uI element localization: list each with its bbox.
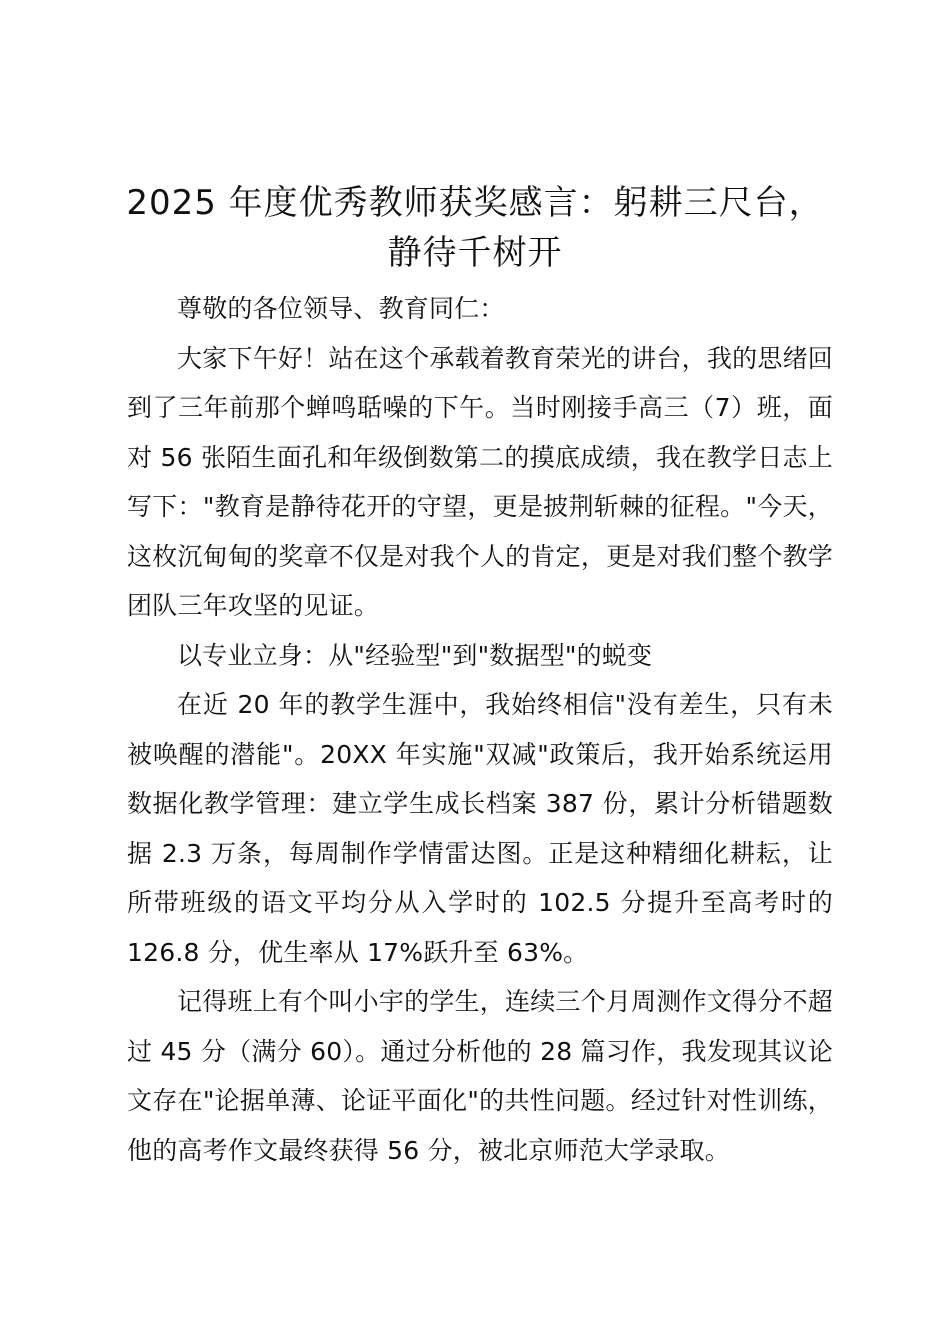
paragraph-data-teaching: 在近 20 年的教学生涯中，我始终相信"没有差生，只有未被唤醒的潜能"。20XX 年实施"双减"政策后，我开始系统运用数据化教学管理：建立学生成长档案 387 份，累计分析错题数据 2.3 万条，每周制作学情雷达图。正是这种精细化耕耘，让所带班级的语文平均分从入学时的 102.5 分提升至高考时的 126.8 分，优生率从 17%跃升至 63%。 [127,690,833,967]
paragraph-opening: 大家下午好！站在这个承载着教育荣光的讲台，我的思绪回到了三年前那个蝉鸣聒噪的下午。当时刚接手高三（7）班，面对 56 张陌生面孔和年级倒数第二的摸底成绩，我在教学日志上写下："教育是静待花开的守望，更是披荆斩棘的征程。"今天，这枚沉甸甸的奖章不仅是对我个人的肯定，更是对我们整个教学团队三年攻坚的见证。 [127,343,833,620]
document-body [127,284,833,1175]
section-heading: 以专业立身：从"经验型"到"数据型"的蜕变 [177,640,653,670]
document-title [60,178,890,278]
title-line-2: 静待千树开 [387,233,563,273]
title-line-1: 2025 年度优秀教师获奖感言：躬耕三尺台， [126,183,824,223]
salutation: 尊敬的各位领导、教育同仁： [177,294,505,323]
paragraph-student-story: 记得班上有个叫小宇的学生，连续三个月周测作文得分不超过 45 分（满分 60）。通过分析他的 28 篇习作，我发现其议论文存在"论据单薄、论证平面化"的共性问题。经过针对性训练，他的高考作文最终获得 56 分，被北京师范大学录取。 [127,987,833,1165]
